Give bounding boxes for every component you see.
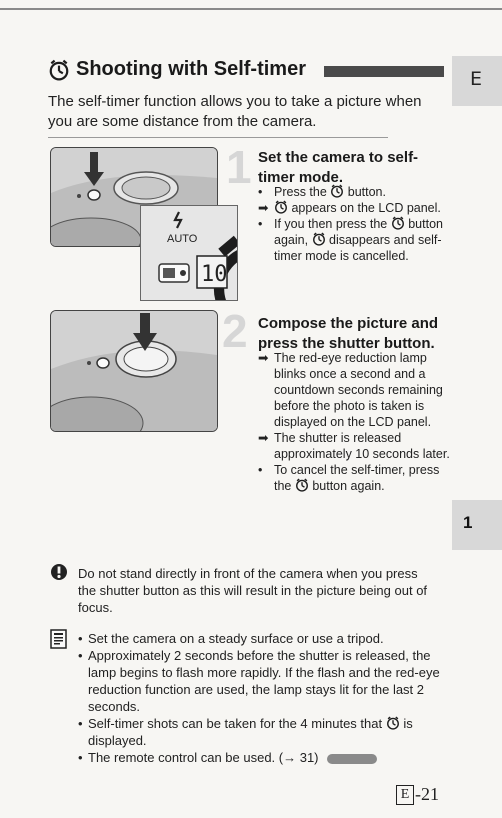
lcd-panel-inset bbox=[140, 205, 238, 301]
self-timer-icon bbox=[312, 232, 326, 246]
step-2-title: Compose the picture and press the shutter button. bbox=[258, 315, 439, 352]
bullet-marker: • bbox=[258, 217, 263, 231]
step-1-title: Set the camera to self-timer mode. bbox=[258, 149, 419, 186]
camera-illustration-shutter bbox=[50, 310, 218, 432]
list-item: • If you then press the button again, disappears and self-timer mode is cancelled. bbox=[258, 217, 443, 263]
list-item: ➡ appears on the LCD panel. bbox=[258, 201, 441, 215]
self-timer-icon bbox=[274, 200, 288, 214]
step-1-number: 1 bbox=[226, 141, 252, 193]
arrow-marker: ➡ bbox=[258, 201, 269, 215]
caution-text: Do not stand directly in front of the camera when you press the shutter button as this will result in the picture being out of focus. bbox=[78, 566, 428, 615]
title-bar-decoration bbox=[324, 66, 444, 77]
self-timer-icon bbox=[295, 478, 309, 492]
chapter-tab bbox=[452, 500, 502, 550]
list-item: • Approximately 2 seconds before the shutter is released, the lamp begins to flash more rapidly. If the flash and the red-eye reduction function are used, the lamp stays lit for the last 2 seconds. bbox=[78, 648, 440, 714]
chapter-tab-label: 1 bbox=[463, 513, 473, 532]
top-rule bbox=[0, 8, 502, 10]
intro-text: The self-timer function allows you to take a picture when you are some distance from the camera. bbox=[48, 93, 422, 130]
list-item: • The remote control can be used. (→ 31) bbox=[78, 749, 458, 766]
bullet-marker: • bbox=[258, 463, 263, 477]
step-2-list bbox=[258, 350, 454, 494]
option-badge-icon bbox=[327, 754, 377, 764]
step-2-number: 2 bbox=[222, 305, 248, 357]
lcd-count-readout: 10 bbox=[201, 262, 228, 287]
page-letter-box: E bbox=[396, 785, 414, 805]
svg-text:AUTO: AUTO bbox=[167, 233, 198, 245]
list-item: • Self-timer shots can be taken for the 4 minutes that is displayed. bbox=[78, 716, 413, 748]
list-item: • Press the button. bbox=[258, 185, 386, 199]
list-item: • To cancel the self-timer, press the button again. bbox=[258, 463, 440, 493]
list-item: • Set the camera on a steady surface or use a tripod. bbox=[78, 631, 384, 646]
self-timer-icon bbox=[330, 184, 344, 198]
page-number-text: -21 bbox=[415, 784, 439, 804]
self-timer-icon bbox=[48, 59, 70, 81]
list-item: ➡ The shutter is released approximately 10 seconds later. bbox=[258, 431, 450, 461]
step-1-list bbox=[258, 184, 448, 264]
section-divider bbox=[48, 137, 388, 138]
memo-note-icon bbox=[50, 629, 68, 654]
page-title bbox=[48, 58, 306, 81]
notes-list bbox=[78, 630, 458, 766]
arrow-marker: ➡ bbox=[258, 431, 269, 445]
language-tab-label: E bbox=[470, 68, 483, 90]
page-title-text: Shooting with Self-timer bbox=[76, 58, 306, 80]
arrow-marker: ➡ bbox=[258, 351, 269, 365]
list-item: ➡ The red-eye reduction lamp blinks once a second and a countdown seconds remaining before the photo is taken is displayed on the LCD panel. bbox=[258, 351, 443, 429]
caution-icon bbox=[50, 563, 68, 586]
self-timer-icon bbox=[391, 216, 405, 230]
bullet-marker: • bbox=[258, 185, 263, 199]
self-timer-icon bbox=[386, 716, 400, 730]
page-number bbox=[396, 784, 439, 805]
